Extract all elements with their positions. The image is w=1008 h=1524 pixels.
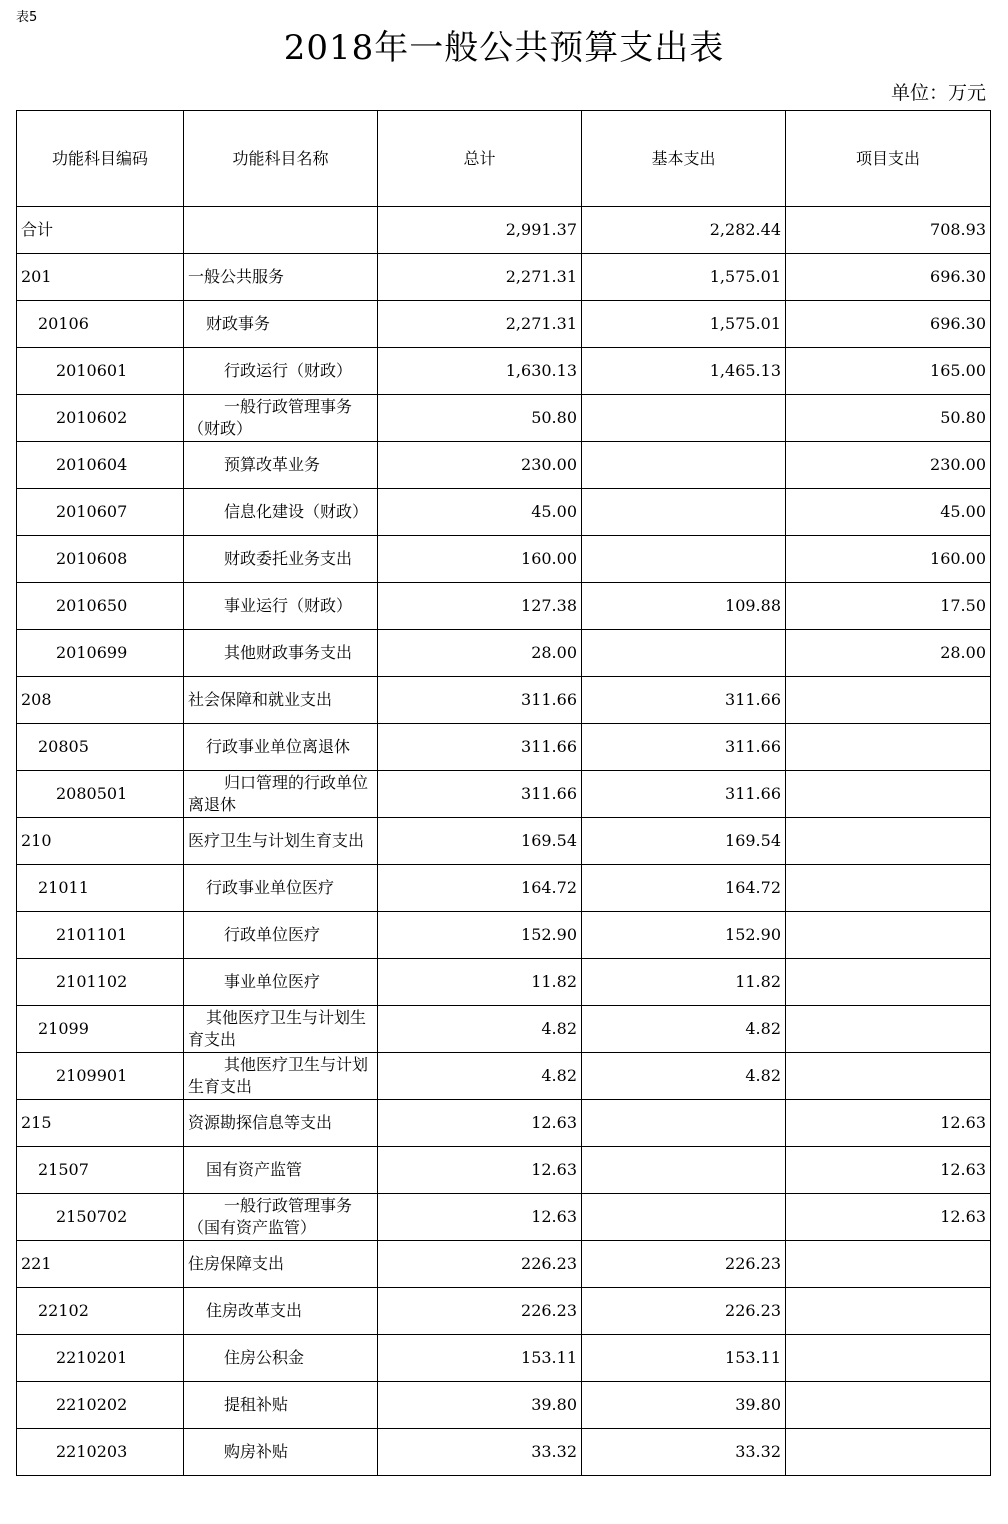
row-total-cell: 2,271.31 — [378, 254, 582, 301]
table-row — [17, 959, 991, 1006]
row-name-cell: 预算改革业务 — [184, 442, 378, 489]
row-total-cell: 2,271.31 — [378, 301, 582, 348]
row-total-cell: 50.80 — [378, 395, 582, 442]
row-total-cell: 153.11 — [378, 1335, 582, 1382]
row-code-cell: 2210203 — [17, 1429, 184, 1476]
row-code-cell: 20805 — [17, 724, 184, 771]
row-code-cell: 21011 — [17, 865, 184, 912]
row-basic-cell: 4.82 — [582, 1006, 786, 1053]
row-code-cell: 201 — [17, 254, 184, 301]
row-basic-cell: 226.23 — [582, 1241, 786, 1288]
row-project-cell: 708.93 — [786, 207, 991, 254]
row-project-cell: 17.50 — [786, 583, 991, 630]
row-total-cell: 4.82 — [378, 1006, 582, 1053]
row-total-cell: 2,991.37 — [378, 207, 582, 254]
row-project-cell: 165.00 — [786, 348, 991, 395]
row-code-cell: 2150702 — [17, 1194, 184, 1241]
row-code-cell: 2210201 — [17, 1335, 184, 1382]
row-code-cell: 2080501 — [17, 771, 184, 818]
row-total-cell: 12.63 — [378, 1147, 582, 1194]
row-code-cell: 2109901 — [17, 1053, 184, 1100]
row-project-cell: 696.30 — [786, 301, 991, 348]
row-total-cell: 311.66 — [378, 724, 582, 771]
row-name-cell: 行政事业单位医疗 — [184, 865, 378, 912]
row-project-cell — [786, 771, 991, 818]
row-basic-cell: 164.72 — [582, 865, 786, 912]
row-basic-cell — [582, 536, 786, 583]
row-total-cell: 226.23 — [378, 1288, 582, 1335]
row-total-cell: 127.38 — [378, 583, 582, 630]
table-row — [17, 442, 991, 489]
row-total-cell: 160.00 — [378, 536, 582, 583]
table-row — [17, 1053, 991, 1100]
header-basic: 基本支出 — [582, 111, 786, 207]
table-row — [17, 301, 991, 348]
row-name-cell: 资源勘探信息等支出 — [184, 1100, 378, 1147]
row-basic-cell: 311.66 — [582, 771, 786, 818]
row-project-cell — [786, 912, 991, 959]
budget-table — [16, 110, 991, 1476]
row-project-cell: 696.30 — [786, 254, 991, 301]
row-basic-cell: 4.82 — [582, 1053, 786, 1100]
table-row — [17, 1194, 991, 1241]
table-row — [17, 1429, 991, 1476]
row-code-cell: 2010608 — [17, 536, 184, 583]
row-name-cell: 归口管理的行政单位离退休 — [184, 771, 378, 818]
table-row — [17, 536, 991, 583]
row-basic-cell: 109.88 — [582, 583, 786, 630]
row-project-cell — [786, 959, 991, 1006]
row-project-cell — [786, 865, 991, 912]
table-row — [17, 865, 991, 912]
row-code-cell: 208 — [17, 677, 184, 724]
row-project-cell — [786, 724, 991, 771]
row-code-cell: 2101101 — [17, 912, 184, 959]
row-basic-cell — [582, 1194, 786, 1241]
header-project: 项目支出 — [786, 111, 991, 207]
table-row — [17, 1335, 991, 1382]
row-basic-cell — [582, 1100, 786, 1147]
row-code-cell: 2010601 — [17, 348, 184, 395]
table-row — [17, 677, 991, 724]
row-project-cell — [786, 1429, 991, 1476]
table-row — [17, 1147, 991, 1194]
row-name-cell: 住房公积金 — [184, 1335, 378, 1382]
row-total-cell: 152.90 — [378, 912, 582, 959]
row-total-cell: 12.63 — [378, 1194, 582, 1241]
row-total-cell: 39.80 — [378, 1382, 582, 1429]
row-basic-cell: 1,575.01 — [582, 301, 786, 348]
row-name-cell: 住房保障支出 — [184, 1241, 378, 1288]
row-project-cell: 50.80 — [786, 395, 991, 442]
row-name-cell: 购房补贴 — [184, 1429, 378, 1476]
row-total-cell: 11.82 — [378, 959, 582, 1006]
row-code-cell: 21099 — [17, 1006, 184, 1053]
table-row — [17, 348, 991, 395]
table-row — [17, 818, 991, 865]
table-row — [17, 630, 991, 677]
row-basic-cell: 169.54 — [582, 818, 786, 865]
table-row — [17, 1100, 991, 1147]
row-project-cell — [786, 1006, 991, 1053]
row-code-cell: 合计 — [17, 207, 184, 254]
row-basic-cell: 152.90 — [582, 912, 786, 959]
row-project-cell: 28.00 — [786, 630, 991, 677]
row-name-cell: 提租补贴 — [184, 1382, 378, 1429]
row-project-cell: 230.00 — [786, 442, 991, 489]
row-name-cell: 其他财政事务支出 — [184, 630, 378, 677]
table-row — [17, 207, 991, 254]
row-basic-cell: 2,282.44 — [582, 207, 786, 254]
row-code-cell: 2010699 — [17, 630, 184, 677]
row-project-cell — [786, 677, 991, 724]
unit-label: 单位：万元 — [890, 82, 986, 104]
row-basic-cell — [582, 630, 786, 677]
row-basic-cell — [582, 489, 786, 536]
row-project-cell — [786, 818, 991, 865]
row-basic-cell: 39.80 — [582, 1382, 786, 1429]
row-name-cell: 财政委托业务支出 — [184, 536, 378, 583]
row-project-cell: 12.63 — [786, 1100, 991, 1147]
row-basic-cell: 1,465.13 — [582, 348, 786, 395]
row-project-cell — [786, 1053, 991, 1100]
row-total-cell: 226.23 — [378, 1241, 582, 1288]
row-total-cell: 311.66 — [378, 771, 582, 818]
row-basic-cell — [582, 395, 786, 442]
row-code-cell: 2010602 — [17, 395, 184, 442]
row-name-cell: 事业单位医疗 — [184, 959, 378, 1006]
header-row — [17, 111, 991, 207]
table-number: 表5 — [16, 10, 38, 25]
row-basic-cell: 311.66 — [582, 724, 786, 771]
row-basic-cell: 226.23 — [582, 1288, 786, 1335]
row-total-cell: 4.82 — [378, 1053, 582, 1100]
header-name: 功能科目名称 — [184, 111, 378, 207]
row-name-cell: 住房改革支出 — [184, 1288, 378, 1335]
row-total-cell: 164.72 — [378, 865, 582, 912]
row-basic-cell: 1,575.01 — [582, 254, 786, 301]
table-row — [17, 583, 991, 630]
row-code-cell: 215 — [17, 1100, 184, 1147]
row-total-cell: 230.00 — [378, 442, 582, 489]
table-row — [17, 395, 991, 442]
row-name-cell: 其他医疗卫生与计划生育支出 — [184, 1053, 378, 1100]
row-name-cell: 行政运行（财政） — [184, 348, 378, 395]
row-total-cell: 28.00 — [378, 630, 582, 677]
table-row — [17, 1288, 991, 1335]
row-name-cell: 一般公共服务 — [184, 254, 378, 301]
row-code-cell: 2010650 — [17, 583, 184, 630]
table-row — [17, 254, 991, 301]
table-row — [17, 489, 991, 536]
row-name-cell — [184, 207, 378, 254]
row-name-cell: 行政事业单位离退休 — [184, 724, 378, 771]
row-code-cell: 21507 — [17, 1147, 184, 1194]
row-total-cell: 12.63 — [378, 1100, 582, 1147]
row-basic-cell: 153.11 — [582, 1335, 786, 1382]
row-name-cell: 一般行政管理事务（国有资产监管） — [184, 1194, 378, 1241]
row-code-cell: 210 — [17, 818, 184, 865]
row-name-cell: 事业运行（财政） — [184, 583, 378, 630]
row-total-cell: 311.66 — [378, 677, 582, 724]
table-row — [17, 724, 991, 771]
row-code-cell: 2101102 — [17, 959, 184, 1006]
row-name-cell: 行政单位医疗 — [184, 912, 378, 959]
table-row — [17, 1241, 991, 1288]
row-project-cell — [786, 1241, 991, 1288]
row-name-cell: 财政事务 — [184, 301, 378, 348]
row-name-cell: 一般行政管理事务（财政） — [184, 395, 378, 442]
row-total-cell: 169.54 — [378, 818, 582, 865]
row-project-cell: 45.00 — [786, 489, 991, 536]
row-project-cell — [786, 1382, 991, 1429]
row-code-cell: 22102 — [17, 1288, 184, 1335]
row-project-cell — [786, 1335, 991, 1382]
header-code: 功能科目编码 — [17, 111, 184, 207]
row-basic-cell — [582, 1147, 786, 1194]
row-name-cell: 医疗卫生与计划生育支出 — [184, 818, 378, 865]
row-project-cell: 12.63 — [786, 1194, 991, 1241]
row-basic-cell: 33.32 — [582, 1429, 786, 1476]
row-code-cell: 20106 — [17, 301, 184, 348]
row-name-cell: 信息化建设（财政） — [184, 489, 378, 536]
row-name-cell: 社会保障和就业支出 — [184, 677, 378, 724]
row-total-cell: 45.00 — [378, 489, 582, 536]
page-title: 2018年一般公共预算支出表 — [283, 28, 725, 68]
row-project-cell — [786, 1288, 991, 1335]
row-code-cell: 2010604 — [17, 442, 184, 489]
row-total-cell: 1,630.13 — [378, 348, 582, 395]
row-project-cell: 12.63 — [786, 1147, 991, 1194]
table-row — [17, 1382, 991, 1429]
row-project-cell: 160.00 — [786, 536, 991, 583]
row-name-cell: 国有资产监管 — [184, 1147, 378, 1194]
header-total: 总计 — [378, 111, 582, 207]
table-row — [17, 912, 991, 959]
table-row — [17, 771, 991, 818]
row-basic-cell: 311.66 — [582, 677, 786, 724]
row-code-cell: 2010607 — [17, 489, 184, 536]
row-name-cell: 其他医疗卫生与计划生育支出 — [184, 1006, 378, 1053]
row-code-cell: 2210202 — [17, 1382, 184, 1429]
row-total-cell: 33.32 — [378, 1429, 582, 1476]
row-basic-cell — [582, 442, 786, 489]
table-row — [17, 1006, 991, 1053]
row-basic-cell: 11.82 — [582, 959, 786, 1006]
row-code-cell: 221 — [17, 1241, 184, 1288]
